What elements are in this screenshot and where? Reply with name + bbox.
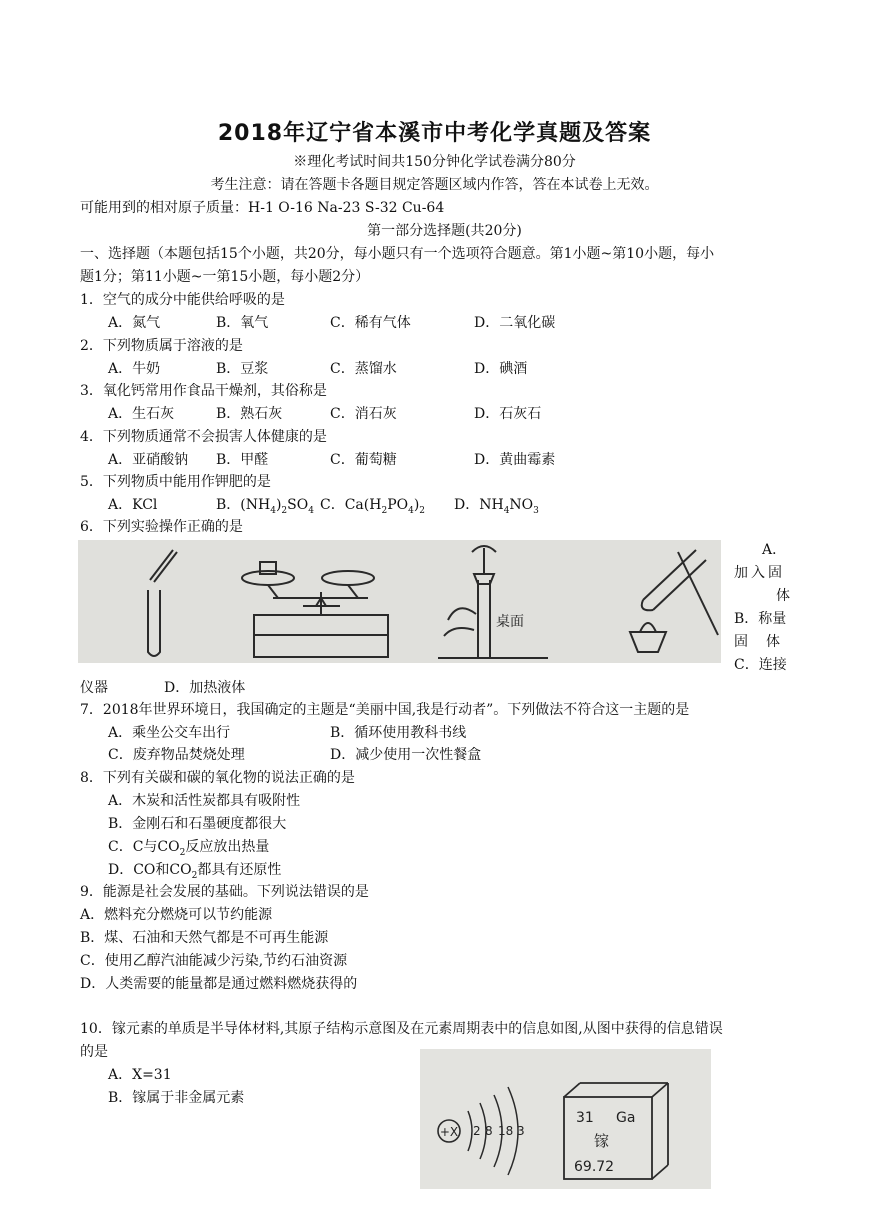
q9-option-c: C．使用乙醇汽油能减少污染,节约石油资源 bbox=[80, 953, 348, 969]
q4-option-b: B．甲醛 bbox=[216, 452, 269, 468]
q2-option-d: D．碘酒 bbox=[474, 361, 528, 377]
q4-option-d: D．黄曲霉素 bbox=[474, 452, 556, 468]
q5-c-end: ) bbox=[413, 497, 420, 513]
q6-lab-operations-photo bbox=[78, 540, 721, 663]
q10-gallium-figure bbox=[420, 1049, 711, 1189]
q8-option-a: A．木炭和活性炭都具有吸附性 bbox=[108, 793, 301, 809]
q9-option-d: D．人类需要的能量都是通过燃料燃烧获得的 bbox=[80, 976, 358, 992]
q8-d-sub: 2 bbox=[191, 870, 198, 881]
q5-b-suffix: SO bbox=[287, 497, 309, 513]
q8-d-prefix: D．CO和CO bbox=[108, 862, 192, 878]
q3-option-b: B．熟石灰 bbox=[216, 406, 283, 422]
q8-stem: 8．下列有关碳和碳的氧化物的说法正确的是 bbox=[80, 770, 355, 786]
q5-c-sub2: 4 bbox=[408, 505, 414, 516]
q4-stem: 4．下列物质通常不会损害人体健康的是 bbox=[80, 429, 327, 445]
q7-stem: 7．2018年世界环境日，我国确定的主题是“美丽中国,我是行动者”。下列做法不符合这一主题的是 bbox=[80, 702, 690, 718]
q7-option-a: A．乘坐公交车出行 bbox=[108, 725, 231, 741]
q6-option-a-text-1: 加入固 bbox=[734, 565, 785, 581]
q7-option-b: B．循环使用教科书线 bbox=[330, 725, 467, 741]
q7-option-c: C．废弃物品焚烧处理 bbox=[108, 747, 245, 763]
q10-shell-4: 3 bbox=[517, 1124, 525, 1138]
q5-c-prefix: C．Ca(H bbox=[320, 497, 382, 513]
q2-stem: 2．下列物质属于溶液的是 bbox=[80, 338, 243, 354]
q6-stem: 6．下列实验操作正确的是 bbox=[80, 519, 243, 535]
q8-d-suffix: 都具有还原性 bbox=[197, 862, 282, 878]
q7-option-d: D．减少使用一次性餐盒 bbox=[330, 747, 482, 763]
q8-option-c bbox=[108, 837, 269, 863]
q5-b-mid: ) bbox=[275, 497, 282, 513]
section-intro-line1: 一、选择题（本题包括15个小题，共20分，每小题只有一个选项符合题意。第1小题~第10小题，每小 bbox=[80, 246, 715, 262]
q5-c-mid: PO bbox=[387, 497, 409, 513]
page-title: 2018年辽宁省本溪市中考化学真题及答案 bbox=[217, 121, 652, 146]
q8-c-prefix: C．C与CO bbox=[108, 839, 180, 855]
q10-nucleus-label: +X bbox=[439, 1125, 459, 1139]
q5-d-sub1: 4 bbox=[503, 505, 510, 516]
q5-b-sub2: 2 bbox=[281, 505, 288, 516]
q5-b-sub1: 4 bbox=[270, 505, 276, 516]
q8-c-suffix: 反应放出热量 bbox=[185, 839, 270, 855]
q1-option-c: C．稀有气体 bbox=[330, 315, 411, 331]
q3-stem: 3．氧化钙常用作食品干燥剂，其俗称是 bbox=[80, 383, 327, 399]
q1-stem: 1．空气的成分中能供给呼吸的是 bbox=[80, 292, 285, 308]
q10-atomic-mass: 69.72 bbox=[574, 1159, 615, 1175]
q6-option-b-label: B．称量 bbox=[734, 611, 787, 627]
q9-option-a: A．燃料充分燃烧可以节约能源 bbox=[80, 907, 273, 923]
q5-d-prefix: D．NH bbox=[454, 497, 504, 513]
q10-shell-3: 18 bbox=[498, 1124, 514, 1138]
q1-option-a: A．氮气 bbox=[108, 315, 161, 331]
q4-option-a: A．亚硝酸钠 bbox=[108, 452, 189, 468]
q10-option-b: B．镓属于非金属元素 bbox=[108, 1090, 245, 1106]
q10-element-name: 镓 bbox=[594, 1132, 610, 1150]
q6-option-a-text-2: 体 bbox=[776, 588, 790, 604]
q3-option-c: C．消石灰 bbox=[330, 406, 397, 422]
q6-option-c-d-tail: 仪器 D．加热液体 bbox=[80, 680, 246, 696]
q10-shell-1: 2 bbox=[473, 1124, 481, 1138]
q5-c-sub3: 2 bbox=[419, 505, 426, 516]
q5-c-sub1: 2 bbox=[381, 505, 388, 516]
q10-shell-2: 8 bbox=[485, 1124, 493, 1138]
q3-option-d: D．石灰石 bbox=[474, 406, 542, 422]
section-intro-line2: 题1分；第11小题~一第15小题，每小题2分） bbox=[80, 269, 370, 285]
q5-b-prefix: B．(NH bbox=[216, 497, 271, 513]
q5-option-a: A．KCl bbox=[108, 497, 158, 513]
q9-option-b: B．煤、石油和天然气都是不可再生能源 bbox=[80, 930, 329, 946]
q2-option-a: A．牛奶 bbox=[108, 361, 161, 377]
q10-atomic-number: 31 bbox=[576, 1110, 594, 1126]
q6-option-b-text: 固 体 bbox=[734, 634, 782, 650]
q10-stem-line1: 10．镓元素的单质是半导体材料,其原子结构示意图及在元素周期表中的信息如图,从图中获得的信息错误 bbox=[80, 1021, 723, 1037]
atomic-masses: 可能用到的相对原子质量：H-1 O-16 Na-23 S-32 Cu-64 bbox=[80, 200, 445, 216]
q5-d-mid: NO bbox=[509, 497, 534, 513]
q9-stem: 9．能源是社会发展的基础。下列说法错误的是 bbox=[80, 884, 369, 900]
q1-option-b: B．氧气 bbox=[216, 315, 269, 331]
exam-notice: 考生注意：请在答题卡各题目规定答题区域内作答，答在本试卷上无效。 bbox=[210, 177, 659, 193]
q10-stem-line2: 的是 bbox=[80, 1044, 108, 1060]
q3-option-a: A．生石灰 bbox=[108, 406, 175, 422]
q2-option-c: C．蒸馏水 bbox=[330, 361, 397, 377]
exam-subtitle: ※理化考试时间共150分钟化学试卷满分80分 bbox=[293, 154, 576, 170]
q8-c-sub: 2 bbox=[179, 847, 186, 858]
q1-option-d: D．二氧化碳 bbox=[474, 315, 556, 331]
q10-gallium-drawing bbox=[420, 1049, 711, 1189]
q6-lab-operations-drawing bbox=[78, 540, 721, 663]
q6-table-label: 桌面 bbox=[496, 614, 524, 630]
q5-stem: 5．下列物质中能用作钾肥的是 bbox=[80, 474, 271, 490]
q5-b-sub3: 4 bbox=[308, 505, 314, 516]
q6-option-c-label: C．连接 bbox=[734, 657, 787, 673]
q6-option-a-label: A． bbox=[762, 542, 787, 558]
q4-option-c: C．葡萄糖 bbox=[330, 452, 397, 468]
q2-option-b: B．豆浆 bbox=[216, 361, 269, 377]
part1-heading: 第一部分选择题(共20分) bbox=[367, 223, 522, 239]
q5-d-sub2: 3 bbox=[533, 505, 539, 516]
q5-option-c bbox=[320, 495, 425, 521]
q5-option-d bbox=[454, 495, 539, 521]
q10-element-symbol: Ga bbox=[616, 1110, 636, 1126]
q10-option-a: A．X=31 bbox=[108, 1067, 172, 1083]
q8-option-b: B．金刚石和石墨硬度都很大 bbox=[108, 816, 287, 832]
